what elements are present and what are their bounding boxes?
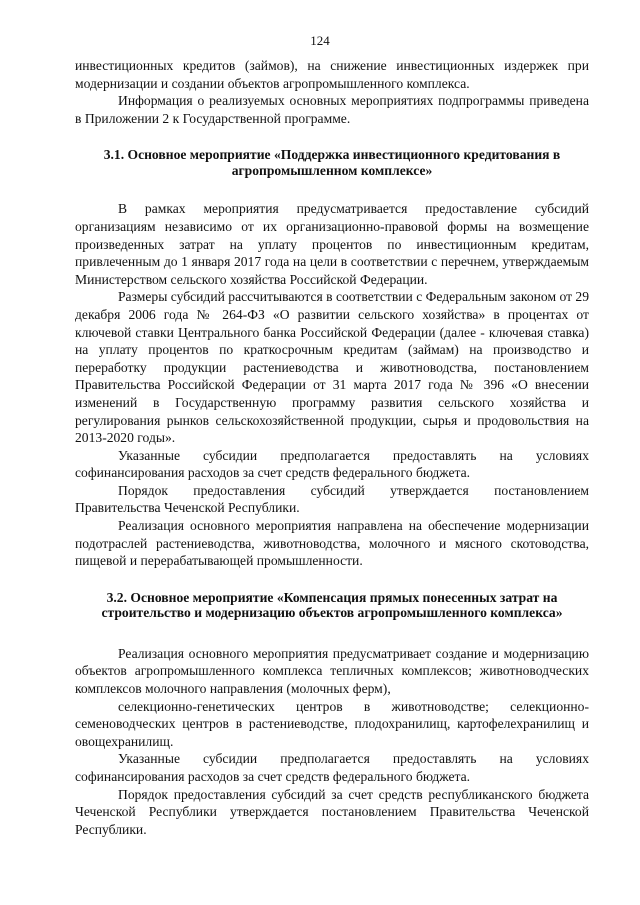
section-3-1-paragraph: Реализация основного мероприятия направлена на обеспечение модернизации подотраслей растениеводства, животноводства, молочного и мясного скотоводства, пищевой и перерабатывающей промышленности.	[75, 518, 589, 569]
section-3-2-paragraph: селекционно-генетических центров в животноводстве; селекционно-семеноводческих центров в растениеводстве, плодохранилищ, картофелехранилищ и овощехранилищ.	[75, 698, 589, 749]
spacer	[75, 621, 589, 645]
section-3-1-paragraph: В рамках мероприятия предусматривается предоставление субсидий организациям независимо от их организационно-правовой формы на возмещение произведенных затрат на уплату процентов по инвестиционным кредитам, привлеченным до 1 января 2017 года на цели в соответствии с перечнем, утверждаемым Министерством сельского хозяйства Российской Федерации.	[75, 201, 589, 287]
intro-paragraph-continued: инвестиционных кредитов (займов), на снижение инвестиционных издержек при модернизации и создании объектов агропромышленного комплекса.	[75, 58, 589, 91]
section-3-1-paragraph: Размеры субсидий рассчитываются в соответствии с Федеральным законом от 29 декабря 2006 года № 264-ФЗ «О развитии сельского хозяйства» в процентах от ключевой ставки Центрального банка Российской Федерации (далее - ключевая ставка) на уплату процентов по краткосрочным кредитам (займам) на производство и переработку продукции растениеводства и животноводства, постановлением Правительства Российской Федерации от 31 марта 2017 года № 396 «О внесении изменений в Государственную программу развития сельского хозяйства и регулирования рынков сельскохозяйственной продукции, сырья и продовольствия на 2013-2020 годы».	[75, 289, 589, 446]
section-3-2-paragraph: Указанные субсидии предполагается предоставлять на условиях софинансирования расходов за счет средств федерального бюджета.	[75, 751, 589, 784]
section-3-2-paragraph: Порядок предоставления субсидий за счет средств республиканского бюджета Чеченской Республики утверждается постановлением Правительства Чеченской Республики.	[75, 786, 589, 837]
spacer	[75, 127, 589, 147]
page-number: 124	[310, 33, 330, 48]
section-3-2-paragraph: Реализация основного мероприятия предусматривает создание и модернизацию объектов агропромышленного комплекса тепличных комплексов; животноводческих комплексов молочного направления (молочных ферм),	[75, 645, 589, 697]
spacer	[75, 178, 589, 200]
section-heading-3-2: 3.2. Основное мероприятие «Компенсация прямых понесенных затрат на строительство и модернизацию объектов агропромышленного комплекса»	[101, 589, 563, 621]
intro-paragraph: Информация о реализуемых основных мероприятиях подпрограммы приведена в Приложении 2 к Государственной программе.	[75, 93, 589, 126]
spacer	[75, 570, 589, 590]
section-3-1-paragraph: Указанные субсидии предполагается предоставлять на условиях софинансирования расходов за счет средств федерального бюджета.	[75, 447, 589, 481]
document-body	[75, 57, 589, 838]
section-3-1-paragraph: Порядок предоставления субсидий утверждается постановлением Правительства Чеченской Республики.	[75, 482, 589, 516]
section-heading-3-1: 3.1. Основное мероприятие «Поддержка инвестиционного кредитования в агропромышленном комплексе»	[103, 147, 561, 178]
